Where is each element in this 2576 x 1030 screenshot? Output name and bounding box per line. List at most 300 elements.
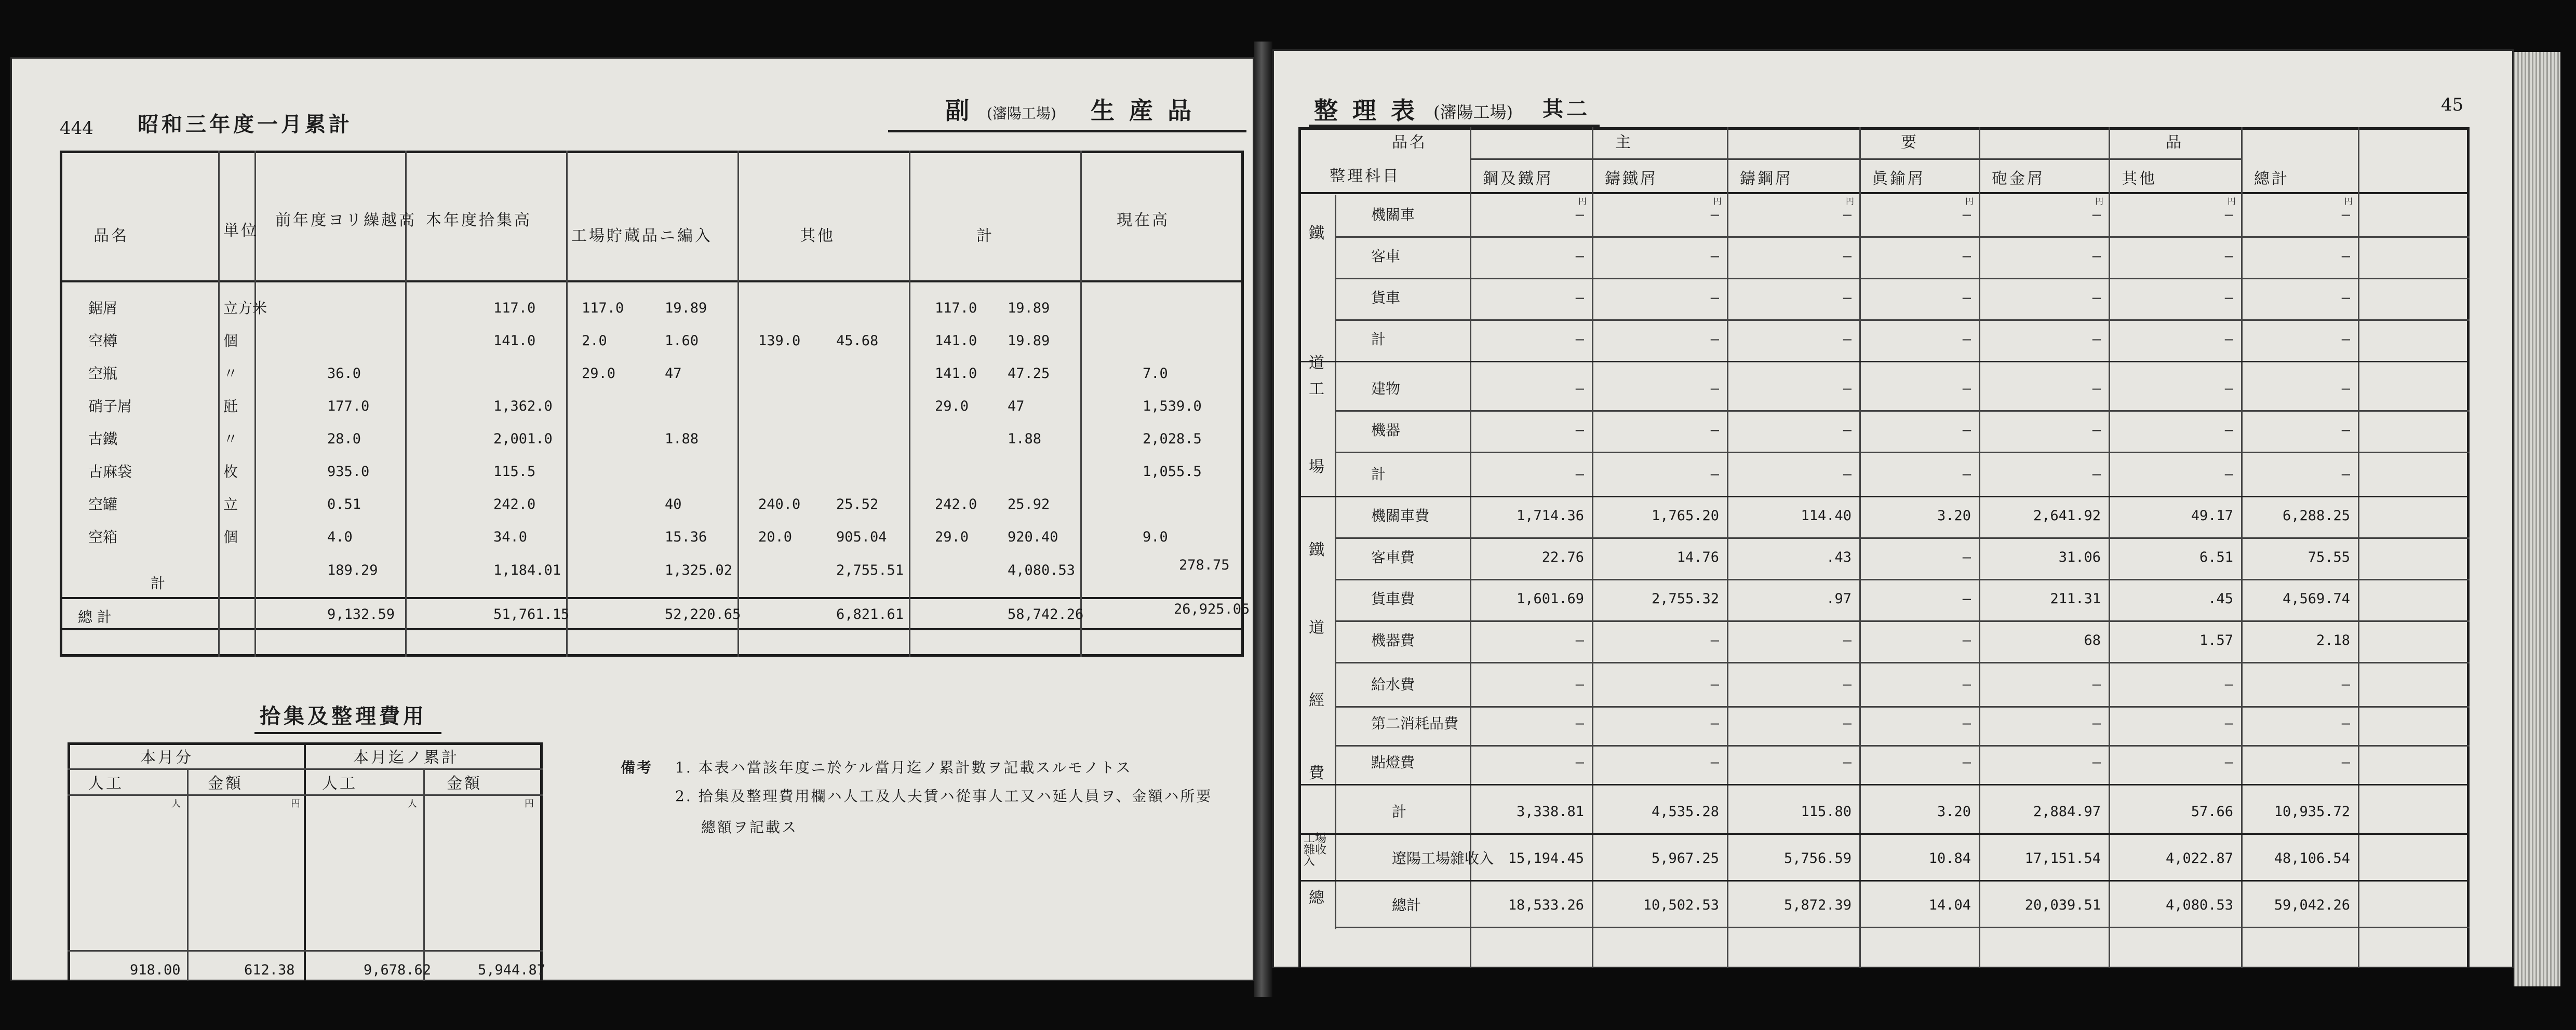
right-row-value: — [1575, 632, 1584, 648]
right-col-head: 鋼及鐵屑 [1483, 170, 1553, 188]
right-row-value: — [2341, 290, 2350, 306]
right-row-value: 14.76 [1676, 549, 1719, 565]
left-title-main: 生 産 品 [1091, 97, 1195, 125]
right-row-value: — [1843, 207, 1852, 223]
right-row-value: — [1843, 290, 1852, 306]
right-row-value: — [2341, 676, 2350, 693]
right-row-value: — [1575, 331, 1584, 347]
right-unit-yen: 円 [1578, 196, 1587, 206]
left-row-value: 935.0 [327, 464, 370, 480]
right-row-label: 點燈費 [1371, 754, 1415, 771]
left-row-unit: 〃 [223, 430, 238, 448]
right-row-value: 57.66 [2191, 804, 2233, 820]
labor-right-rule [540, 742, 543, 981]
right-row-label: 機器 [1371, 422, 1401, 439]
right-row-value: — [2341, 248, 2350, 264]
right-row-value: — [2341, 466, 2350, 482]
right-row-label: 建物 [1371, 380, 1401, 397]
left-row-value: 9.0 [1143, 529, 1168, 545]
labor-unit-yen: 円 [291, 798, 300, 809]
right-row-rule [1335, 927, 2470, 928]
remarks-label: 備考 [621, 759, 653, 776]
left-page-number: 444 [60, 118, 93, 139]
right-row-value: 20,039.51 [2024, 897, 2101, 913]
right-row-value: — [1843, 422, 1852, 438]
right-unit-yen: 円 [2227, 196, 2236, 206]
subtotal-current: 4,080.53 [1008, 562, 1076, 578]
right-row-value: — [1575, 207, 1584, 223]
right-row-value: — [2341, 754, 2350, 770]
grand-transfer: 52,220.65 [665, 606, 741, 622]
labor-head-rule [68, 768, 543, 770]
right-row-value: — [1962, 381, 1971, 397]
right-row-value: 2,641.92 [2033, 508, 2101, 524]
right-row-value: 59,042.26 [2274, 897, 2350, 913]
right-row-value: — [1962, 632, 1971, 648]
group-label-kei: 經 [1309, 692, 1326, 710]
r-head-main: 主 [1615, 133, 1633, 152]
right-row-rule [1298, 880, 2470, 882]
right-row-rule [1298, 784, 2470, 785]
right-row-value: — [1710, 207, 1719, 223]
labor-this-month: 本月分 [140, 749, 193, 767]
right-row-rule [1335, 620, 2470, 622]
right-row-value: — [1962, 549, 1971, 565]
left-row-unit: 個 [223, 528, 238, 546]
grand-rule [60, 628, 1244, 630]
remark-line-2: 2. 拾集及整理費用欄ハ人工及人夫賃ハ從事人工又ハ延人員ヲ、金額ハ所要 [675, 788, 1213, 805]
right-row-value: — [1962, 331, 1971, 347]
right-row-value: 2,884.97 [2033, 804, 2101, 820]
right-unit-yen: 円 [1965, 196, 1974, 206]
left-row-value: 4.0 [327, 529, 353, 545]
left-row-value: 117.0 [935, 300, 977, 316]
labor-persons-h2: 人工 [322, 775, 357, 793]
right-row-value: — [1962, 422, 1971, 438]
right-row-value: 4,535.28 [1651, 804, 1719, 820]
right-row-value: — [1575, 422, 1584, 438]
r-subhead-rule [1470, 158, 2241, 160]
labor-unit-person2: 人 [408, 798, 417, 809]
right-row-value: 10,935.72 [2274, 804, 2350, 820]
right-row-value: 1,601.69 [1516, 591, 1584, 607]
right-row-rule [1335, 410, 2470, 412]
left-row-value: 1.60 [665, 333, 699, 349]
right-row-value: — [2092, 207, 2101, 223]
left-row-value: 29.0 [935, 398, 969, 414]
left-row-name: 鋸屑 [88, 300, 118, 317]
right-row-label: 機關車 [1371, 206, 1415, 223]
right-row-value: — [2092, 754, 2101, 770]
left-row-value: 19.89 [665, 300, 707, 316]
right-row-value: 5,967.25 [1651, 850, 1719, 866]
left-title-paren: (瀋陽工場) [987, 105, 1056, 122]
left-title-fragment: 副 [945, 97, 972, 125]
right-row-value: — [1575, 715, 1584, 731]
right-row-rule [1298, 496, 2470, 497]
total-group-label: 總 [1309, 889, 1326, 907]
left-row-value: 242.0 [935, 496, 977, 512]
left-row-value: 1.88 [1008, 431, 1042, 447]
right-row-value: — [1575, 290, 1584, 306]
left-row-value: 47 [665, 365, 682, 382]
labor-persons-h1: 人工 [88, 775, 124, 793]
right-row-value: — [1710, 754, 1719, 770]
right-row-value: — [1843, 676, 1852, 693]
labor-col-rule [187, 768, 189, 981]
col-rule [1080, 151, 1082, 657]
right-row-value: — [1710, 331, 1719, 347]
left-row-name: 空樽 [88, 332, 118, 349]
right-row-value: — [1962, 715, 1971, 731]
col-head-other: 其他 [800, 227, 835, 245]
subtotal-transfer: 1,325.02 [665, 562, 733, 578]
right-row-value: 2,755.32 [1651, 591, 1719, 607]
group-label-jo: 場 [1309, 458, 1326, 476]
right-row-value: — [1843, 331, 1852, 347]
right-row-value: 3.20 [1937, 804, 1971, 820]
right-row-rule [1335, 745, 2470, 747]
right-row-value: .97 [1826, 591, 1852, 607]
remark-line-1: 1. 本表ハ當該年度ニ於ケル當月迄ノ累計數ヲ記載スルモノトス [675, 759, 1132, 776]
right-row-value: — [1710, 422, 1719, 438]
right-row-value: 3.20 [1937, 508, 1971, 524]
right-row-value: — [1710, 632, 1719, 648]
right-group-rule [1335, 195, 1336, 929]
table-right-rule [1241, 151, 1244, 657]
left-row-name: 古麻袋 [88, 463, 132, 480]
col-head-current: 現在高 [1117, 211, 1170, 229]
left-period-title: 昭和三年度一月累計 [138, 112, 353, 137]
right-row-value: — [2341, 422, 2350, 438]
right-row-value: — [2341, 331, 2350, 347]
right-row-value: 48,106.54 [2274, 850, 2350, 866]
left-row-value: 47 [1008, 398, 1025, 414]
right-row-value: — [2341, 381, 2350, 397]
r-left-rule [1298, 127, 1301, 968]
right-row-rule [1335, 706, 2470, 708]
book-gutter [1254, 42, 1272, 997]
r-head-name: 品名 [1392, 133, 1427, 152]
right-row-value: — [1962, 676, 1971, 693]
right-row-value: 4,022.87 [2165, 850, 2233, 866]
r-head-pin: 品 [2166, 133, 2183, 152]
right-row-value: 68 [2084, 632, 2101, 648]
right-title-paren: (瀋陽工場) [1433, 102, 1513, 122]
labor-c-persons: 9,678.62 [364, 962, 432, 978]
right-row-value: — [1575, 381, 1584, 397]
right-row-value: 10,502.53 [1643, 897, 1719, 913]
right-row-value: — [1843, 632, 1852, 648]
left-row-unit: 立方米 [223, 300, 267, 317]
right-col-head: 其他 [2122, 170, 2157, 188]
right-row-value: — [2092, 715, 2101, 731]
right-row-value: 4,080.53 [2165, 897, 2233, 913]
right-col-rule [1470, 127, 1471, 968]
right-row-value: — [2224, 676, 2233, 693]
right-col-rule [1859, 127, 1861, 968]
right-row-value: — [2224, 715, 2233, 731]
labor-title: 拾集及整理費用 [260, 704, 427, 728]
right-row-value: — [1962, 754, 1971, 770]
right-col-rule [1727, 127, 1728, 968]
right-row-value: .43 [1826, 549, 1852, 565]
col-rule [909, 151, 910, 657]
left-row-name: 空瓶 [88, 365, 118, 382]
right-row-value: — [2224, 381, 2233, 397]
r-right-rule [2467, 127, 2470, 968]
right-row-value: 15,194.45 [1508, 850, 1584, 866]
right-unit-yen: 円 [2344, 196, 2353, 206]
grand-current: 26,925.05 [1174, 601, 1250, 617]
right-row-rule [1298, 833, 2470, 835]
right-row-value: 6,288.25 [2282, 508, 2350, 524]
labor-col-rule [423, 768, 425, 981]
right-row-value: 6.51 [2199, 549, 2233, 565]
group-label-tetsu: 鐵 [1309, 224, 1326, 242]
left-row-value: 29.0 [935, 529, 969, 545]
left-row-value: 19.89 [1008, 333, 1050, 349]
left-row-value: 45.68 [836, 333, 879, 349]
labor-m-amount: 612.38 [244, 962, 295, 978]
left-row-name: 空罐 [88, 496, 118, 513]
right-row-label: 給水費 [1371, 676, 1415, 693]
right-row-value: — [1710, 466, 1719, 482]
right-row-value: .45 [2208, 591, 2233, 607]
right-row-value: 4,569.74 [2282, 591, 2350, 607]
left-row-value: 34.0 [493, 529, 528, 545]
r-head-category: 整理科目 [1330, 167, 1400, 185]
r-head-yo: 要 [1901, 133, 1918, 152]
right-row-value: — [2224, 754, 2233, 770]
left-row-unit: 枚 [223, 463, 238, 480]
right-row-label: 計 [1371, 331, 1386, 348]
right-row-label: 客車費 [1371, 549, 1415, 566]
right-row-label: 第二消耗品費 [1371, 715, 1459, 732]
header-rule [60, 280, 1244, 282]
right-row-value: — [1575, 754, 1584, 770]
labor-sum-rule [68, 950, 543, 952]
right-row-value: — [2092, 422, 2101, 438]
page-stack-edge [2514, 52, 2560, 986]
right-row-rule [1298, 361, 2470, 362]
right-page-number: 45 [2441, 94, 2464, 115]
right-row-value: 75.55 [2307, 549, 2350, 565]
left-row-value: 19.89 [1008, 300, 1050, 316]
right-row-value: — [2224, 331, 2233, 347]
right-row-value: — [2224, 290, 2233, 306]
labor-amount-h1: 金額 [208, 775, 243, 793]
right-row-value: 49.17 [2191, 508, 2233, 524]
right-row-value: 5,872.39 [1783, 897, 1852, 913]
labor-amount-h2: 金額 [447, 775, 482, 793]
right-row-value: — [2224, 207, 2233, 223]
right-row-value: 17,151.54 [2024, 850, 2101, 866]
left-row-unit: 瓩 [223, 398, 238, 415]
labor-mid-rule [304, 742, 306, 981]
right-row-value: — [1575, 466, 1584, 482]
right-row-rule [1335, 278, 2470, 279]
right-unit-yen: 円 [2095, 196, 2103, 206]
grand-total: 58,742.26 [1008, 606, 1084, 622]
left-row-unit: 立 [223, 496, 238, 513]
left-row-value: 920.40 [1008, 529, 1058, 545]
right-row-value: 1.57 [2199, 632, 2233, 648]
left-row-value: 117.0 [582, 300, 624, 316]
right-row-value: 115.80 [1801, 804, 1852, 820]
right-row-value: — [1843, 466, 1852, 482]
right-row-value: 3,338.81 [1516, 804, 1584, 820]
left-row-value: 47.25 [1008, 365, 1050, 382]
left-row-value: 0.51 [327, 496, 361, 512]
subtotal-label: 計 [151, 575, 166, 592]
right-row-value: 22.76 [1541, 549, 1584, 565]
col-head-name: 品名 [93, 227, 129, 245]
right-page [1272, 49, 2514, 968]
right-row-value: 1,765.20 [1651, 508, 1719, 524]
misc-group-label: 工場雜收入 [1304, 832, 1327, 868]
right-row-label: 計 [1371, 466, 1386, 483]
subtotal-rule [60, 597, 1244, 599]
right-row-value: — [2224, 422, 2233, 438]
labor-left-rule [68, 742, 70, 981]
subtotal-extra: 278.75 [1179, 557, 1230, 573]
left-row-value: 2.0 [582, 333, 607, 349]
right-row-rule [1335, 452, 2470, 453]
right-row-value: — [1843, 248, 1852, 264]
subtotal-other: 2,755.51 [836, 562, 904, 578]
labor-title-rule [254, 732, 441, 734]
right-col-rule [2109, 127, 2110, 968]
col-rule [218, 151, 220, 657]
right-row-label: 計 [1392, 803, 1407, 820]
right-row-rule [1335, 579, 2470, 580]
left-row-value: 2,001.0 [493, 431, 553, 447]
grand-other: 6,821.61 [836, 606, 904, 622]
right-row-value: — [2092, 676, 2101, 693]
right-row-label: 貨車 [1371, 289, 1401, 306]
col-head-prev: 前年度ヨリ繰越高 [275, 211, 417, 229]
col-rule [566, 151, 568, 657]
left-row-value: 115.5 [493, 464, 536, 480]
right-row-value: — [1843, 754, 1852, 770]
grand-this: 51,761.15 [493, 606, 570, 622]
right-row-value: — [1962, 248, 1971, 264]
right-row-value: — [1710, 715, 1719, 731]
left-row-value: 7.0 [1143, 365, 1168, 382]
right-row-value: — [1710, 381, 1719, 397]
right-unit-yen: 円 [1845, 196, 1854, 206]
group-label-do2: 道 [1309, 619, 1326, 637]
right-row-value: — [1962, 466, 1971, 482]
group-label-hi: 費 [1309, 764, 1326, 782]
table-bottom-rule [60, 654, 1244, 657]
left-row-value: 242.0 [493, 496, 536, 512]
right-row-label: 總計 [1392, 897, 1421, 914]
left-row-unit: 〃 [223, 365, 238, 382]
right-row-value: — [2092, 466, 2101, 482]
right-row-label: 機關車費 [1371, 507, 1430, 524]
left-row-value: 15.36 [665, 529, 707, 545]
right-row-rule [1335, 236, 2470, 238]
right-row-value: 211.31 [2050, 591, 2101, 607]
right-row-rule [1335, 537, 2470, 539]
right-unit-yen: 円 [1713, 196, 1722, 206]
r-header-rule [1298, 192, 2470, 194]
left-row-value: 29.0 [582, 365, 616, 382]
left-row-name: 古鐵 [88, 430, 118, 448]
col-head-total: 計 [976, 227, 994, 245]
left-row-value: 2,028.5 [1143, 431, 1202, 447]
right-row-value: 2.18 [2316, 632, 2350, 648]
right-col-rule [1979, 127, 1980, 968]
right-row-rule [1335, 319, 2470, 321]
left-row-value: 25.92 [1008, 496, 1050, 512]
labor-unit-person: 人 [171, 798, 181, 809]
col-head-transfer: 工場貯蔵品ニ編入 [571, 227, 713, 245]
table-top-rule [60, 151, 1244, 153]
left-row-name: 硝子屑 [88, 398, 132, 415]
right-col-rule [2241, 127, 2243, 968]
left-row-value: 28.0 [327, 431, 361, 447]
right-row-value: — [1575, 248, 1584, 264]
title-underline [888, 130, 1246, 132]
right-row-value: — [2341, 207, 2350, 223]
col-head-unit: 単位 [223, 222, 259, 240]
right-row-value: — [1843, 715, 1852, 731]
right-row-rule [1335, 662, 2470, 663]
left-row-value: 141.0 [935, 365, 977, 382]
group-label-ko: 工 [1309, 380, 1326, 398]
right-col-head: 砲金屑 [1992, 170, 2045, 188]
col-rule [737, 151, 739, 657]
right-row-value: — [1962, 591, 1971, 607]
right-row-label: 客車 [1371, 248, 1401, 265]
right-row-value: — [1962, 290, 1971, 306]
right-row-value: 10.84 [1928, 850, 1971, 866]
right-row-value: — [1575, 676, 1584, 693]
right-col-rule [1592, 127, 1593, 968]
right-row-value: 18,533.26 [1508, 897, 1584, 913]
left-row-value: 141.0 [935, 333, 977, 349]
grand-label: 總 計 [78, 608, 112, 626]
right-row-label: 貨車費 [1371, 590, 1415, 607]
right-row-value: — [1710, 248, 1719, 264]
grand-prev: 9,132.59 [327, 606, 395, 622]
left-row-value: 20.0 [758, 529, 793, 545]
labor-unit-yen2: 円 [525, 798, 534, 809]
table-left-rule [60, 151, 62, 657]
left-page [10, 57, 1254, 981]
right-row-value: — [1710, 676, 1719, 693]
left-row-unit: 個 [223, 332, 238, 349]
labor-cumulative: 本月迄ノ累計 [353, 749, 459, 767]
group-label-tetsu2: 鐵 [1309, 541, 1326, 559]
left-row-value: 36.0 [327, 365, 361, 382]
right-row-label: 遼陽工場雜收入 [1392, 850, 1494, 867]
right-row-value: — [1962, 207, 1971, 223]
left-row-value: 1,055.5 [1143, 464, 1202, 480]
left-row-value: 905.04 [836, 529, 887, 545]
right-row-value: — [1710, 290, 1719, 306]
right-row-value: — [2092, 248, 2101, 264]
subtotal-this: 1,184.01 [493, 562, 561, 578]
labor-head-rule2 [68, 794, 543, 796]
left-row-value: 1,362.0 [493, 398, 553, 414]
left-row-name: 空箱 [88, 528, 118, 546]
col-head-this: 本年度拾集高 [426, 211, 532, 229]
right-row-label: 機器費 [1371, 632, 1415, 649]
